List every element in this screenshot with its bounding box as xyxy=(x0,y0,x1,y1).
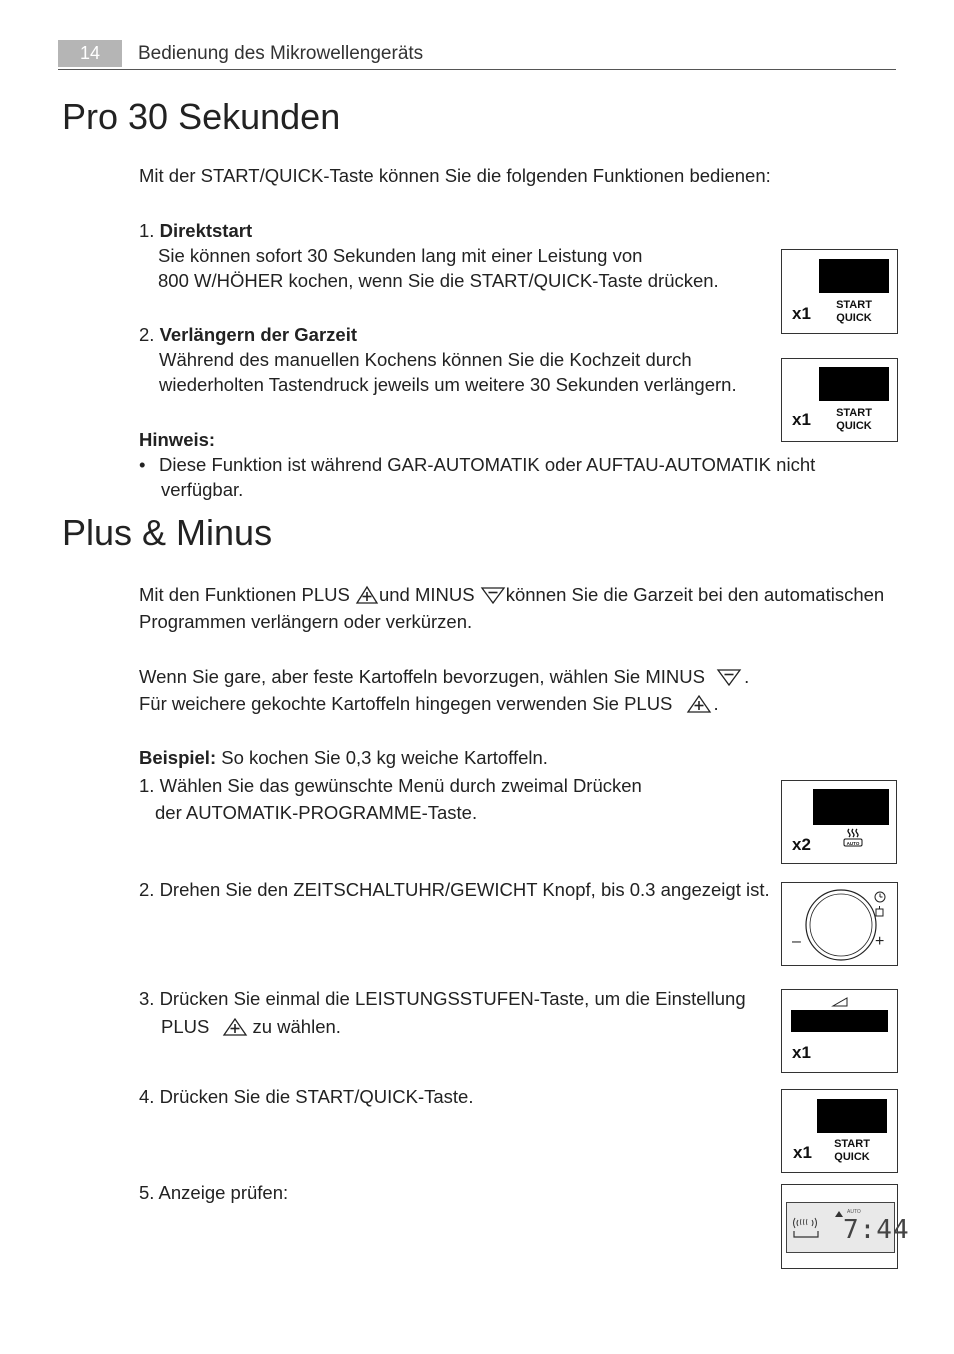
plus-instruction-text: Für weichere gekochte Kartoffeln hingegen verwenden Sie PLUS xyxy=(139,693,673,714)
example-text: So kochen Sie 0,3 kg weiche Kartoffeln. xyxy=(221,747,548,768)
plus-icon xyxy=(355,585,379,605)
item2-text-line2: wiederholten Tastendruck jeweils um weitere 30 Sekunden verlängern. xyxy=(159,374,737,395)
step3-rest: zu wählen. xyxy=(252,1016,341,1037)
start-quick-illustration-3 xyxy=(781,1089,898,1173)
item1-text-line1: Sie können sofort 30 Sekunden lang mit einer Leistung von xyxy=(158,245,643,266)
section2-intro-line1 xyxy=(139,582,884,607)
press-count-label: x1 xyxy=(793,1143,812,1162)
period: . xyxy=(713,693,719,714)
press-count-label: x1 xyxy=(792,410,811,429)
step1-line1: 1. Wählen Sie das gewünschte Menü durch zweimal Drücken xyxy=(139,775,642,796)
power-level-illustration xyxy=(781,989,898,1073)
note-line2: verfügbar. xyxy=(161,479,244,500)
start-quick-illustration-1 xyxy=(781,249,898,334)
plus-indicator-icon xyxy=(832,996,848,1008)
item1-heading xyxy=(139,218,252,243)
step3-line2 xyxy=(161,1014,341,1039)
note-heading: Hinweis: xyxy=(139,429,216,450)
minus-instruction-text: Wenn Sie gare, aber feste Kartoffeln bevorzugen, wählen Sie MINUS xyxy=(139,666,705,687)
note-bullet: • xyxy=(139,454,146,475)
result-display-illustration xyxy=(781,1184,910,1269)
start-quick-button-label: START QUICK xyxy=(836,299,872,324)
plus-icon xyxy=(684,694,714,714)
start-quick-button-label: START QUICK xyxy=(834,1138,870,1163)
step1-line2: der AUTOMATIK-PROGRAMME-Taste. xyxy=(155,802,478,823)
display-panel xyxy=(819,259,889,293)
example-label: Beispiel: xyxy=(139,747,217,768)
minus-icon xyxy=(714,667,744,687)
press-count-label: x1 xyxy=(792,304,811,323)
intro-text-minus: und MINUS xyxy=(378,584,475,605)
time-readout: 7:44 xyxy=(843,1215,910,1245)
auto-programme-illustration xyxy=(781,780,897,864)
knob-minus-label: – xyxy=(792,933,801,950)
step5: 5. Anzeige prüfen: xyxy=(139,1182,289,1203)
item1-text-line2: 800 W/HÖHER kochen, wenn Sie die START/QUICK-Taste drücken. xyxy=(158,270,719,291)
note-line1: Diese Funktion ist während GAR-AUTOMATIK oder AUFTAU-AUTOMATIK nicht xyxy=(159,454,816,475)
item2-text-line1: Während des manuellen Kochens können Sie die Kochzeit durch xyxy=(159,349,692,370)
auto-indicator: AUTO xyxy=(847,1209,861,1215)
step3-plus: PLUS xyxy=(161,1016,210,1037)
minus-icon xyxy=(480,585,506,605)
auto-programme-icon xyxy=(842,827,864,847)
page-number: 14 xyxy=(58,40,122,67)
display-panel xyxy=(819,367,889,401)
display-panel xyxy=(813,789,889,825)
section-title-pro-30-sekunden: Pro 30 Sekunden xyxy=(62,96,341,137)
item1-number: 1. xyxy=(139,220,155,241)
intro-text-plus: Mit den Funktionen PLUS xyxy=(139,584,350,605)
step2: 2. Drehen Sie den ZEITSCHALTUHR/GEWICHT Knopf, bis 0.3 angezeigt ist. xyxy=(139,879,770,900)
microwave-symbol-icon xyxy=(791,1215,821,1241)
step4: 4. Drücken Sie die START/QUICK-Taste. xyxy=(139,1086,474,1107)
display-panel xyxy=(791,1010,888,1032)
knob-plus-label: + xyxy=(875,933,885,950)
start-quick-illustration-2 xyxy=(781,358,898,442)
lcd-display xyxy=(786,1202,910,1253)
section1-intro: Mit der START/QUICK-Taste können Sie die folgenden Funktionen bedienen: xyxy=(139,165,771,186)
running-header: Bedienung des Mikrowellengeräts xyxy=(138,43,424,64)
knob-drawing xyxy=(782,883,897,965)
plus-instruction xyxy=(139,691,719,716)
section-title-plus-minus: Plus & Minus xyxy=(62,512,273,553)
svg-text:AUTO: AUTO xyxy=(846,840,860,846)
intro-text-rest: können Sie die Garzeit bei den automatischen xyxy=(505,584,885,605)
example-line xyxy=(139,745,548,770)
header-divider xyxy=(58,69,896,70)
period: . xyxy=(744,666,750,687)
item1-title: Direktstart xyxy=(159,220,253,241)
press-count-label: x1 xyxy=(792,1043,811,1062)
item2-heading xyxy=(139,322,357,347)
timer-weight-knob-illustration xyxy=(781,882,898,966)
minus-instruction xyxy=(139,664,749,689)
plus-indicator-icon xyxy=(835,1211,843,1217)
item2-number: 2. xyxy=(139,324,155,345)
item2-title: Verlängern der Garzeit xyxy=(159,324,357,345)
start-quick-button-label: START QUICK xyxy=(836,407,872,432)
section2-intro-line2: Programmen verlängern oder verkürzen. xyxy=(139,611,473,632)
display-panel xyxy=(817,1099,887,1133)
step3-line1: 3. Drücken Sie einmal die LEISTUNGSSTUFEN-Taste, um die Einstellung xyxy=(139,988,746,1009)
plus-icon xyxy=(220,1017,250,1037)
press-count-label: x2 xyxy=(792,835,811,854)
